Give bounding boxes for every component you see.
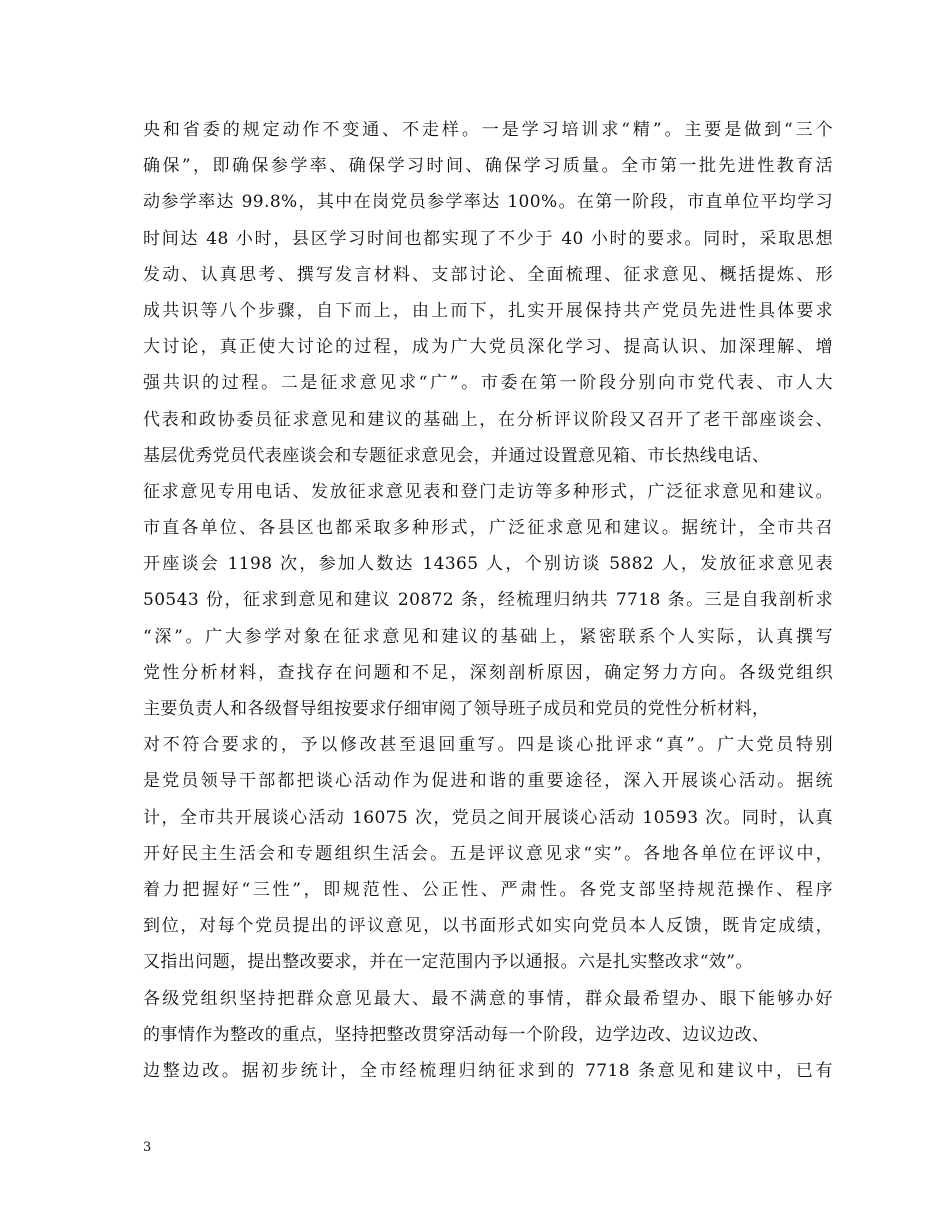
text-line: 计，全市共开展谈心活动 16075 次，党员之间开展谈心活动 10593 次。同时，认真 [143, 807, 833, 828]
text-line: 代表和政协委员征求意见和建议的基础上，在分析评议阶段又召开了老干部座谈会、 [143, 409, 833, 430]
text-line: 对不符合要求的，予以修改甚至退回重写。四是谈心批评求“真”。广大党员特别 [143, 735, 833, 756]
text-line: 时间达 48 小时，县区学习时间也都实现了不少于 40 小时的要求。同时，采取思想 [143, 228, 833, 249]
text-line: 各级党组织坚持把群众意见最大、最不满意的事情，群众最希望办、眼下能够办好 [143, 988, 833, 1009]
body-text [143, 112, 833, 1089]
text-line: 成共识等八个步骤，自下而上，由上而下，扎实开展保持共产党员先进性具体要求 [143, 300, 833, 321]
text-line: 边整边改。据初步统计，全市经梳理归纳征求到的 7718 条意见和建议中，已有 [143, 1060, 833, 1081]
text-line: 50543 份，征求到意见和建议 20872 条，经梳理归纳共 7718 条。三是自我剖析求 [143, 590, 833, 611]
text-line: 征求意见专用电话、发放征求意见表和登门走访等多种形式，广泛征求意见和建议。 [143, 481, 833, 502]
page-number: 3 [143, 1140, 152, 1155]
text-line: 主要负责人和各级督导组按要求仔细审阅了领导班子成员和党员的党性分析材料， [143, 699, 770, 719]
text-line: 央和省委的规定动作不变通、不走样。一是学习培训求“精”。主要是做到“三个 [143, 120, 833, 140]
text-line: 开好民主生活会和专题组织生活会。五是评议意见求“实”。各地各单位在评议中， [143, 843, 833, 864]
text-line: 市直各单位、各县区也都采取多种形式，广泛征求意见和建议。据统计，全市共召 [143, 518, 833, 539]
text-line: 又指出问题，提出整改要求，并在一定范围内予以通报。六是扎实整改求“效”。 [143, 952, 753, 973]
text-line: 强共识的过程。二是征求意见求“广”。市委在第一阶段分别向市党代表、市人大 [143, 373, 833, 394]
text-line: 动参学率达 99.8%，其中在岗党员参学率达 100%。在第一阶段，市直单位平均学习 [143, 192, 833, 213]
text-line: 确保”，即确保参学率、确保学习时间、确保学习质量。全市第一批先进性教育活 [143, 156, 833, 177]
text-line: 的事情作为整改的重点，坚持把整改贯穿活动每一个阶段，边学边改、边议边改、 [143, 1024, 770, 1045]
text-line: 到位，对每个党员提出的评议意见，以书面形式如实向党员本人反馈，既肯定成绩， [143, 916, 833, 937]
text-line: 党性分析材料，查找存在问题和不足，深刻剖析原因，确定努力方向。各级党组织 [143, 662, 833, 683]
text-line: 是党员领导干部都把谈心活动作为促进和谐的重要途径，深入开展谈心活动。据统 [143, 771, 833, 792]
text-line: 大讨论，真正使大讨论的过程，成为广大党员深化学习、提高认识、加深理解、增 [143, 337, 833, 358]
text-line: “深”。广大参学对象在征求意见和建议的基础上，紧密联系个人实际，认真撰写 [143, 626, 833, 647]
text-line: 发动、认真思考、撰写发言材料、支部讨论、全面梳理、征求意见、概括提炼、形 [143, 264, 833, 285]
text-line: 基层优秀党员代表座谈会和专题征求意见会，并通过设置意见箱、市长热线电话、 [143, 445, 770, 466]
text-line: 开座谈会 1198 次，参加人数达 14365 人，个别访谈 5882 人，发放征求意见表 [143, 554, 833, 575]
text-line: 着力把握好“三性”，即规范性、公正性、严肃性。各党支部坚持规范操作、程序 [143, 879, 833, 900]
